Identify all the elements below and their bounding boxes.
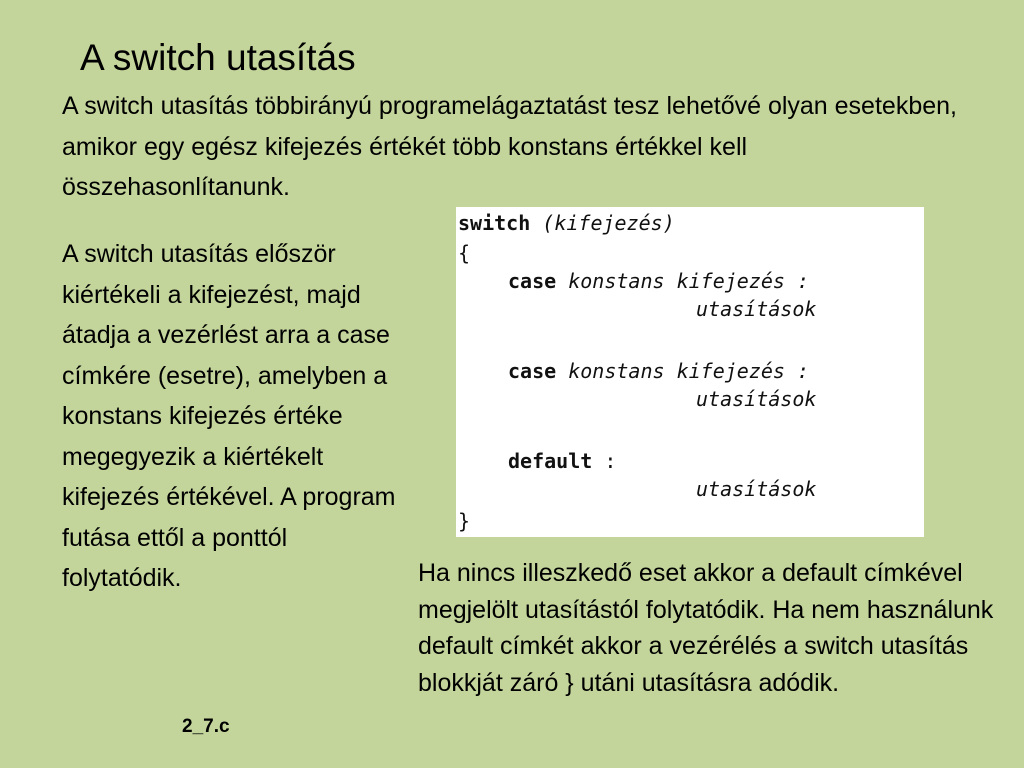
code-line-switch [458,211,675,235]
code-open-brace: { [458,241,471,265]
code-default-colon: : [604,449,617,473]
code-default-keyword: default [508,449,593,473]
code-line-case-1 [508,269,809,293]
code-switch-argument: (kifejezés) [542,211,675,235]
code-case-expression: konstans kifejezés : [568,269,810,293]
code-switch-keyword: switch [458,211,531,235]
left-explanation-paragraph: A switch utasítás először kiértékeli a kifejezést, majd átadja a vezérlést arra a case címkére (esetre), amelyben a konstans kifejezés értéke megegyezik a kiértékelt kifejezés értékével. A program futása ettől a ponttól folytatódik. [62,240,396,592]
code-close-brace: } [458,509,471,533]
code-default-body: utasítások [696,477,817,501]
switch-syntax-code-block [456,207,924,537]
example-filename: 2_7.c [182,716,230,737]
intro-paragraph: A switch utasítás többirányú programelágaztatást tesz lehetővé olyan esetekben, amikor egy egész kifejezés értékét több konstans értékkel kell összehasonlítanunk. [62,92,957,201]
code-line-default [508,449,616,473]
code-case-expression: konstans kifejezés : [568,359,810,383]
code-case-keyword: case [508,359,557,383]
right-explanation-paragraph: Ha nincs illeszkedő eset akkor a default címkével megjelölt utasítástól folytatódik. Ha nem használunk default címkét akkor a vezérélés a switch utasítás blokkját záró } utáni utasításra adódik. [418,559,994,697]
slide-title: A switch utasítás [80,37,356,78]
code-case-2-body: utasítások [696,387,817,411]
code-line-case-2 [508,359,809,383]
code-case-keyword: case [508,269,557,293]
code-case-1-body: utasítások [696,297,817,321]
